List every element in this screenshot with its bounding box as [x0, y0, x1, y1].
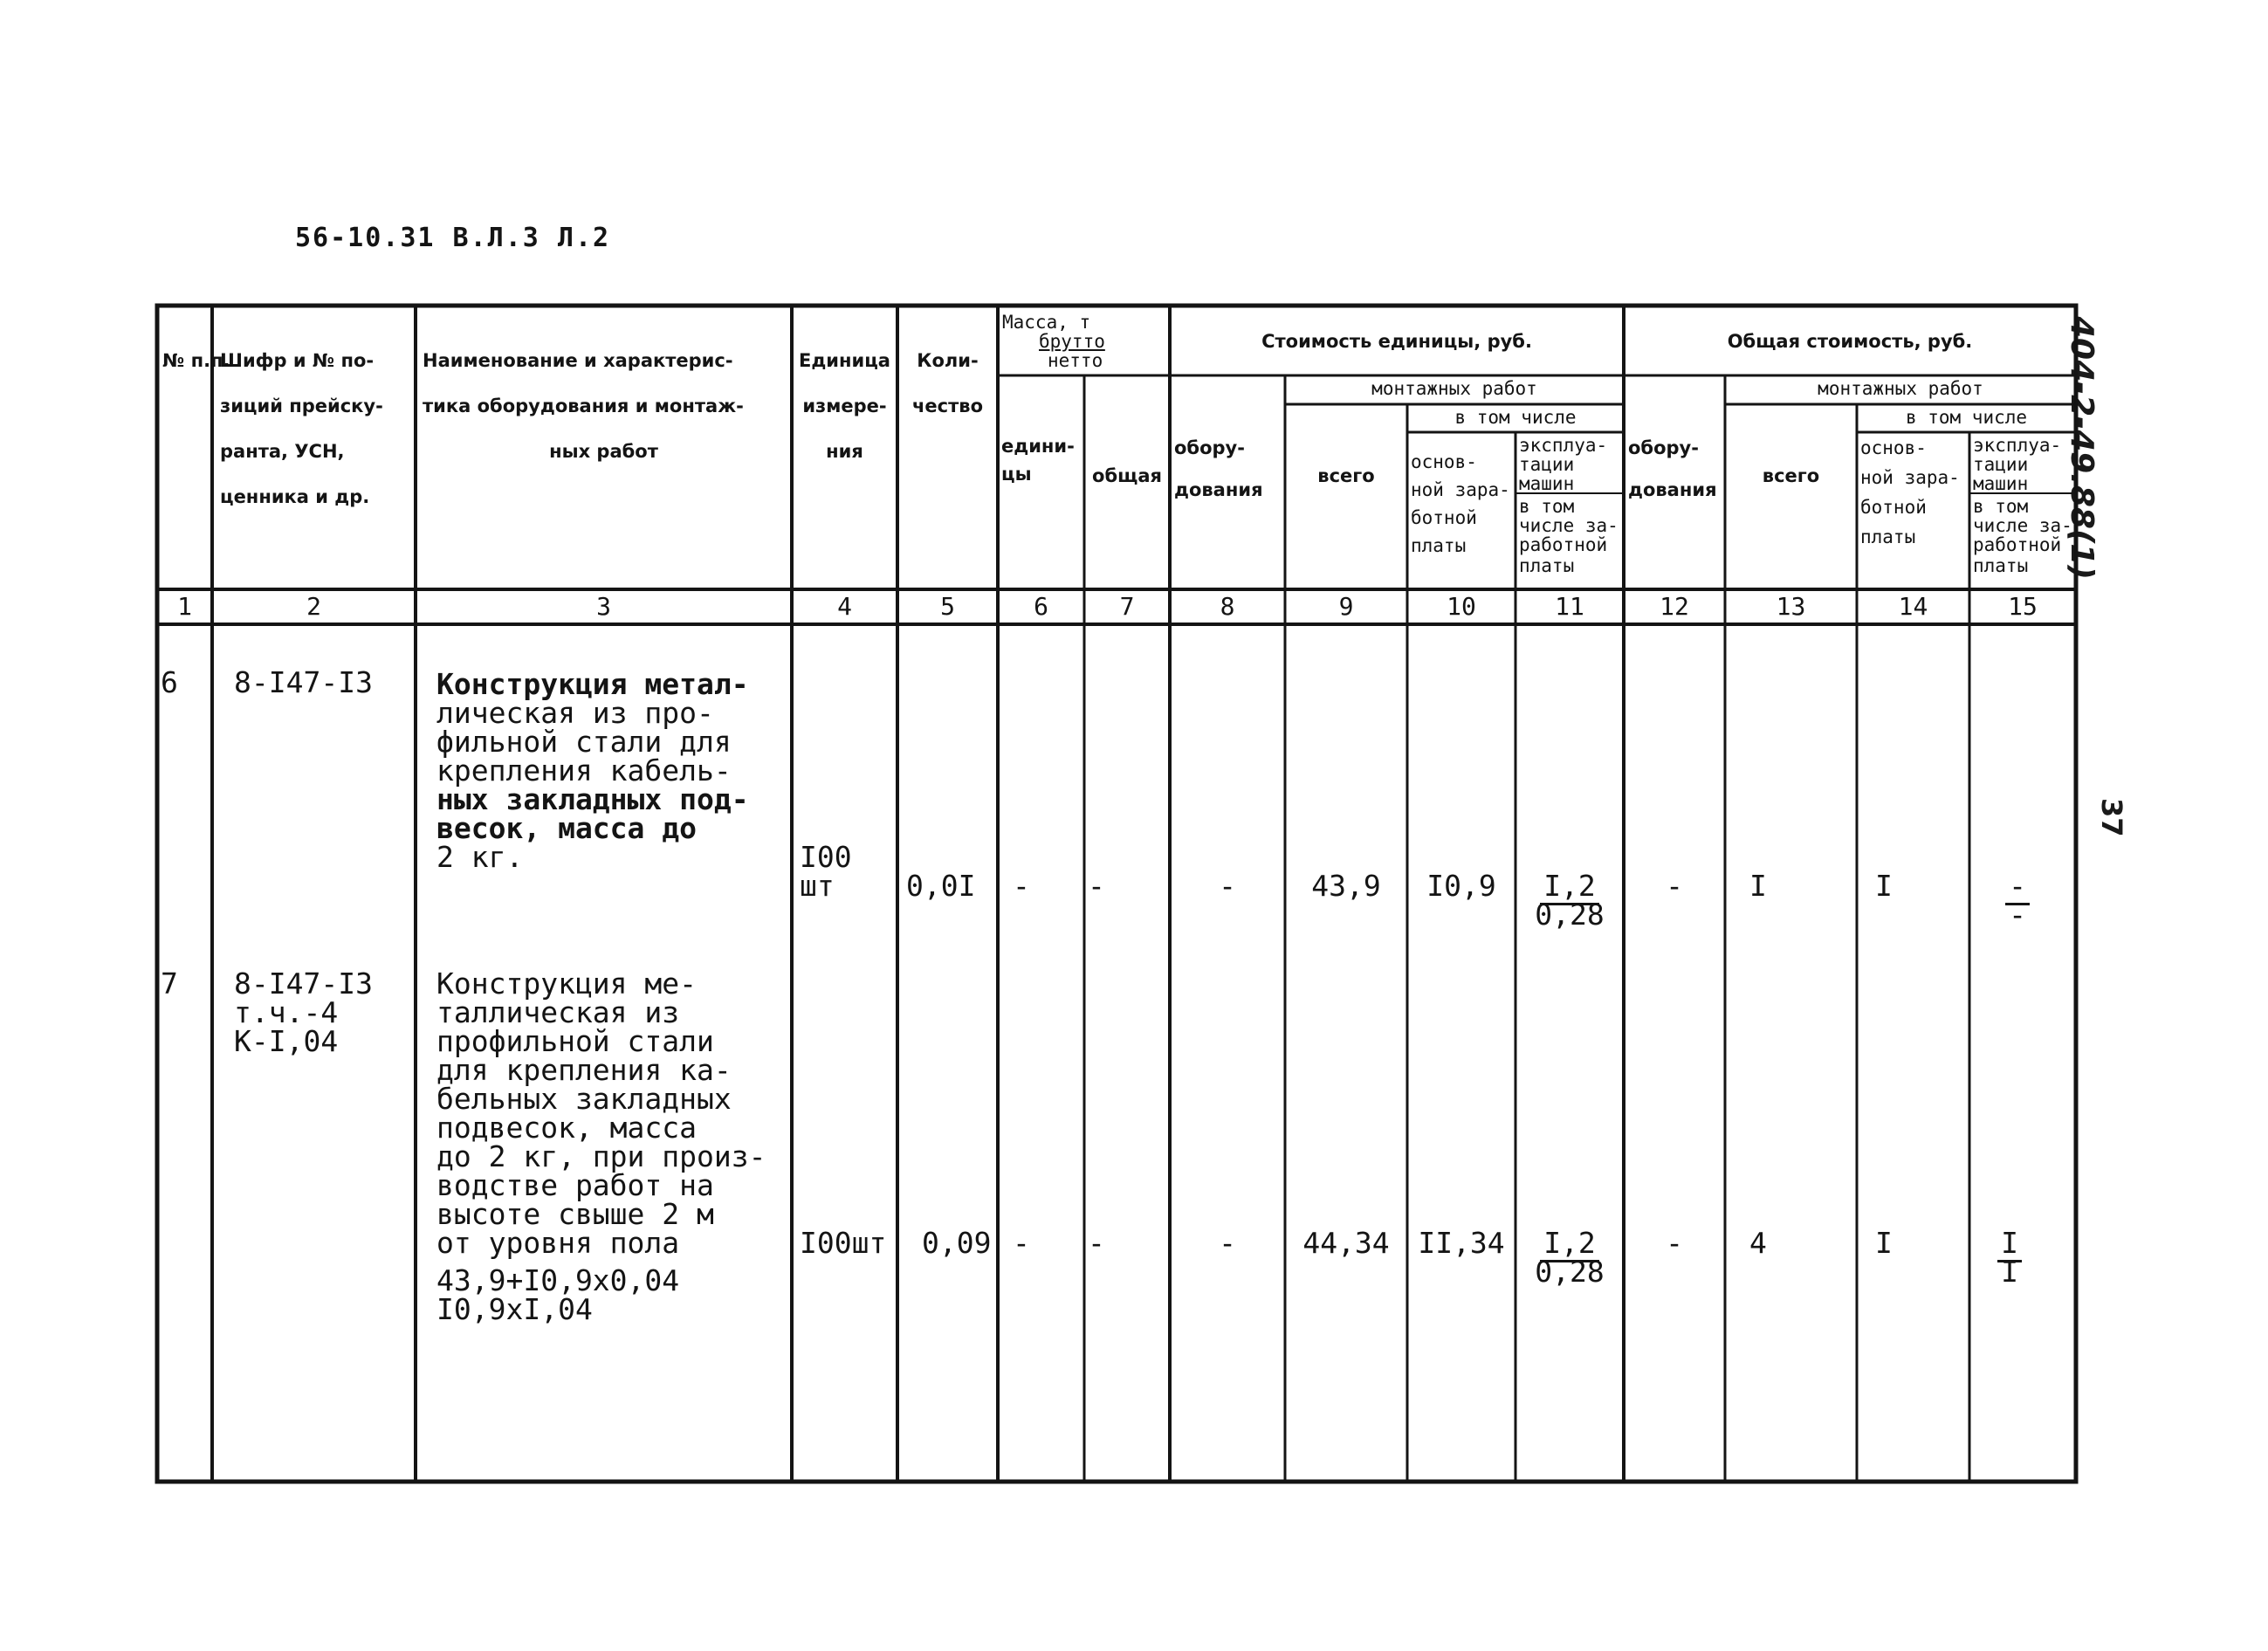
col-number-1: 1 — [177, 592, 192, 621]
row-total-wages: I — [1875, 869, 1893, 903]
header-total-equip-line2: дования — [1628, 479, 1717, 500]
row-machine-ops-bottom: 0,28 — [1535, 1255, 1605, 1289]
row-total-install: I — [1749, 869, 1767, 903]
row-unit-line2: шт — [800, 869, 835, 903]
row-code-line1: 8-I47-I3 — [234, 967, 373, 1001]
header-unit-wages-line2: ной зара- — [1411, 479, 1510, 500]
col-number-13: 13 — [1776, 592, 1806, 621]
header-total-wages-line1: основ- — [1860, 437, 1927, 458]
row-calc-line1: 43,9+I0,9x0,04 — [436, 1263, 680, 1297]
document-header: 56-10.31 В.Л.3 Л.2 — [295, 223, 611, 253]
row-name-line4: крепления кабель- — [436, 753, 732, 788]
header-unit-wages-line3: ботной — [1411, 507, 1477, 528]
row-install-total: 44,34 — [1302, 1226, 1390, 1260]
row-name-line2: лическая из про- — [436, 696, 714, 730]
row-equip-cost: - — [1219, 869, 1236, 903]
header-unit-incl-line1: в том — [1519, 496, 1575, 517]
header-unit-in-that-number: в том числе — [1454, 407, 1577, 428]
header-code-line1: Шифр и № по- — [220, 350, 375, 371]
row-machine-ops-bottom: 0,28 — [1535, 898, 1605, 932]
header-unit-machine-line2: тации — [1519, 454, 1575, 475]
header-total-incl-line2: числе за- — [1973, 515, 2072, 536]
row-number: 6 — [161, 665, 178, 699]
header-code-line2: зиций прейску- — [220, 396, 383, 416]
row-total-machine — [1969, 1226, 2050, 1289]
header-qty-line2: чество — [912, 396, 983, 416]
row-quantity: 0,09 — [922, 1226, 992, 1260]
header-total-cost-group: Общая стоимость, руб. — [1727, 331, 1973, 352]
header-unit-incl-line3: работной — [1519, 534, 1608, 555]
row-machine-ops — [1515, 1226, 1624, 1289]
row-name-line2: таллическая из — [436, 995, 680, 1029]
header-total-machine-line3: машин — [1973, 473, 2029, 494]
header-unit-line3: ния — [826, 441, 863, 462]
row-equip-cost: - — [1219, 1226, 1236, 1260]
header-code-line4: ценника и др. — [220, 486, 370, 507]
page-number: 37 — [2095, 798, 2128, 837]
row-total-machine-top: - — [2005, 869, 2030, 905]
row-name-line5: ных закладных под- — [436, 782, 749, 816]
header-mass-unit-line1: едини- — [1001, 436, 1075, 457]
header-unit-line2: измере- — [802, 396, 887, 416]
header-mass-brutto: брутто — [1039, 331, 1105, 352]
header-qty-line1: Коли- — [917, 350, 979, 371]
header-total-equip-line1: обору- — [1628, 437, 1699, 458]
row-name-line6: подвесок, масса — [436, 1111, 698, 1145]
row-name-line3: фильной стали для — [436, 725, 732, 759]
row-total-wages: I — [1875, 1226, 1893, 1260]
header-total-wages-line4: платы — [1860, 526, 1916, 547]
row-install-total: 43,9 — [1311, 869, 1381, 903]
row-mass-unit: - — [1013, 1226, 1030, 1260]
header-unit-cost-group: Стоимость единицы, руб. — [1261, 331, 1532, 352]
header-total-incl-line3: работной — [1973, 534, 2062, 555]
row-basic-wages: II,34 — [1418, 1226, 1505, 1260]
row-total-machine-bottom: I — [2001, 1255, 2018, 1289]
header-unit-machine-line3: машин — [1519, 473, 1575, 494]
header-name-line3: ных работ — [549, 441, 658, 462]
header-unit-incl-line2: числе за- — [1519, 515, 1619, 536]
header-unit-line1: Единица — [799, 350, 890, 371]
row-basic-wages: I0,9 — [1426, 869, 1496, 903]
col-number-5: 5 — [940, 592, 955, 621]
col-number-6: 6 — [1034, 592, 1048, 621]
header-unit-equip-line1: обору- — [1174, 437, 1245, 458]
col-number-14: 14 — [1898, 592, 1928, 621]
row-name-line1: Конструкция метал- — [436, 667, 749, 701]
row-mass-total: - — [1088, 1226, 1105, 1260]
header-total-incl-line1: в том — [1973, 496, 2029, 517]
row-name-line10: от уровня пола — [436, 1226, 680, 1260]
row-name-line8: водстве работ на — [436, 1168, 714, 1202]
row-number: 7 — [161, 967, 178, 1001]
col-number-15: 15 — [2008, 592, 2038, 621]
header-unit-total: всего — [1317, 465, 1375, 486]
row-name-line6: весок, масса до — [436, 811, 698, 845]
header-unit-equip-line2: дования — [1174, 479, 1263, 500]
col-number-3: 3 — [596, 592, 611, 621]
header-mass-unit-line2: цы — [1001, 464, 1032, 485]
header-total-total: всего — [1762, 465, 1820, 486]
row-name-line4: для крепления ка- — [436, 1053, 732, 1087]
row-total-machine — [1969, 869, 2065, 932]
row-total-install: 4 — [1749, 1226, 1767, 1260]
row-name-line1: Конструкция ме- — [436, 967, 698, 1001]
col-number-11: 11 — [1555, 592, 1584, 621]
row-code-line1: 8-I47-I3 — [234, 665, 373, 699]
row-mass-unit: - — [1013, 869, 1030, 903]
header-mass-netto: нетто — [1048, 350, 1103, 371]
header-unit-install-works: монтажных работ — [1371, 378, 1537, 399]
header-unit-wages-line4: платы — [1411, 535, 1467, 556]
row-mass-total: - — [1088, 869, 1105, 903]
row-machine-ops-top: I,2 — [1540, 869, 1599, 905]
row-name-line9: высоте свыше 2 м — [436, 1197, 714, 1231]
row-quantity: 0,0I — [906, 869, 976, 903]
header-total-install-works: монтажных работ — [1818, 378, 1983, 399]
col-number-8: 8 — [1220, 592, 1235, 621]
header-total-wages-line3: ботной — [1860, 497, 1927, 518]
header-total-machine-line1: эксплуа- — [1973, 435, 2062, 456]
header-name-line1: Наименование и характерис- — [423, 350, 733, 371]
row-code-line2: т.ч.-4 — [234, 995, 339, 1029]
row-name-line7: 2 кг. — [436, 840, 524, 874]
row-machine-ops — [1515, 869, 1624, 932]
header-total-incl-line4: платы — [1973, 555, 2029, 576]
header-unit-wages-line1: основ- — [1411, 451, 1477, 472]
row-unit-line1: I00шт — [800, 1226, 887, 1260]
row-code-line3: К-I,04 — [234, 1024, 339, 1058]
row-total-machine-top: I — [1997, 1226, 2022, 1262]
row-name-line3: профильной стали — [436, 1024, 714, 1058]
header-name-line2: тика оборудования и монтаж- — [423, 396, 744, 416]
row-unit-line1: I00 — [800, 840, 852, 874]
row-machine-ops-top: I,2 — [1540, 1226, 1599, 1262]
side-document-code: 404-2-49.88(1) — [2064, 316, 2100, 580]
row-total-equip: - — [1666, 869, 1683, 903]
col-number-7: 7 — [1119, 592, 1135, 621]
row-total-machine-bottom: - — [2009, 898, 2026, 932]
header-total-in-that-number: в том числе — [1905, 407, 2028, 428]
col-number-2: 2 — [306, 592, 321, 621]
row-name-line5: бельных закладных — [436, 1082, 732, 1116]
row-calc-line2: I0,9xI,04 — [436, 1292, 593, 1326]
header-col-number: № п.п. — [162, 350, 230, 371]
col-number-9: 9 — [1338, 592, 1354, 621]
col-number-4: 4 — [837, 592, 852, 621]
header-mass-group: Масса, т — [1002, 312, 1091, 333]
row-total-equip: - — [1666, 1226, 1683, 1260]
col-number-10: 10 — [1447, 592, 1476, 621]
header-unit-machine-line1: эксплуа- — [1519, 435, 1608, 456]
header-total-wages-line2: ной зара- — [1860, 467, 1960, 488]
header-unit-incl-line4: платы — [1519, 555, 1575, 576]
header-mass-total: общая — [1092, 465, 1162, 486]
row-name-line7: до 2 кг, при произ- — [436, 1139, 766, 1173]
header-total-machine-line2: тации — [1973, 454, 2029, 475]
header-code-line3: ранта, УСН, — [220, 441, 345, 462]
col-number-12: 12 — [1660, 592, 1689, 621]
